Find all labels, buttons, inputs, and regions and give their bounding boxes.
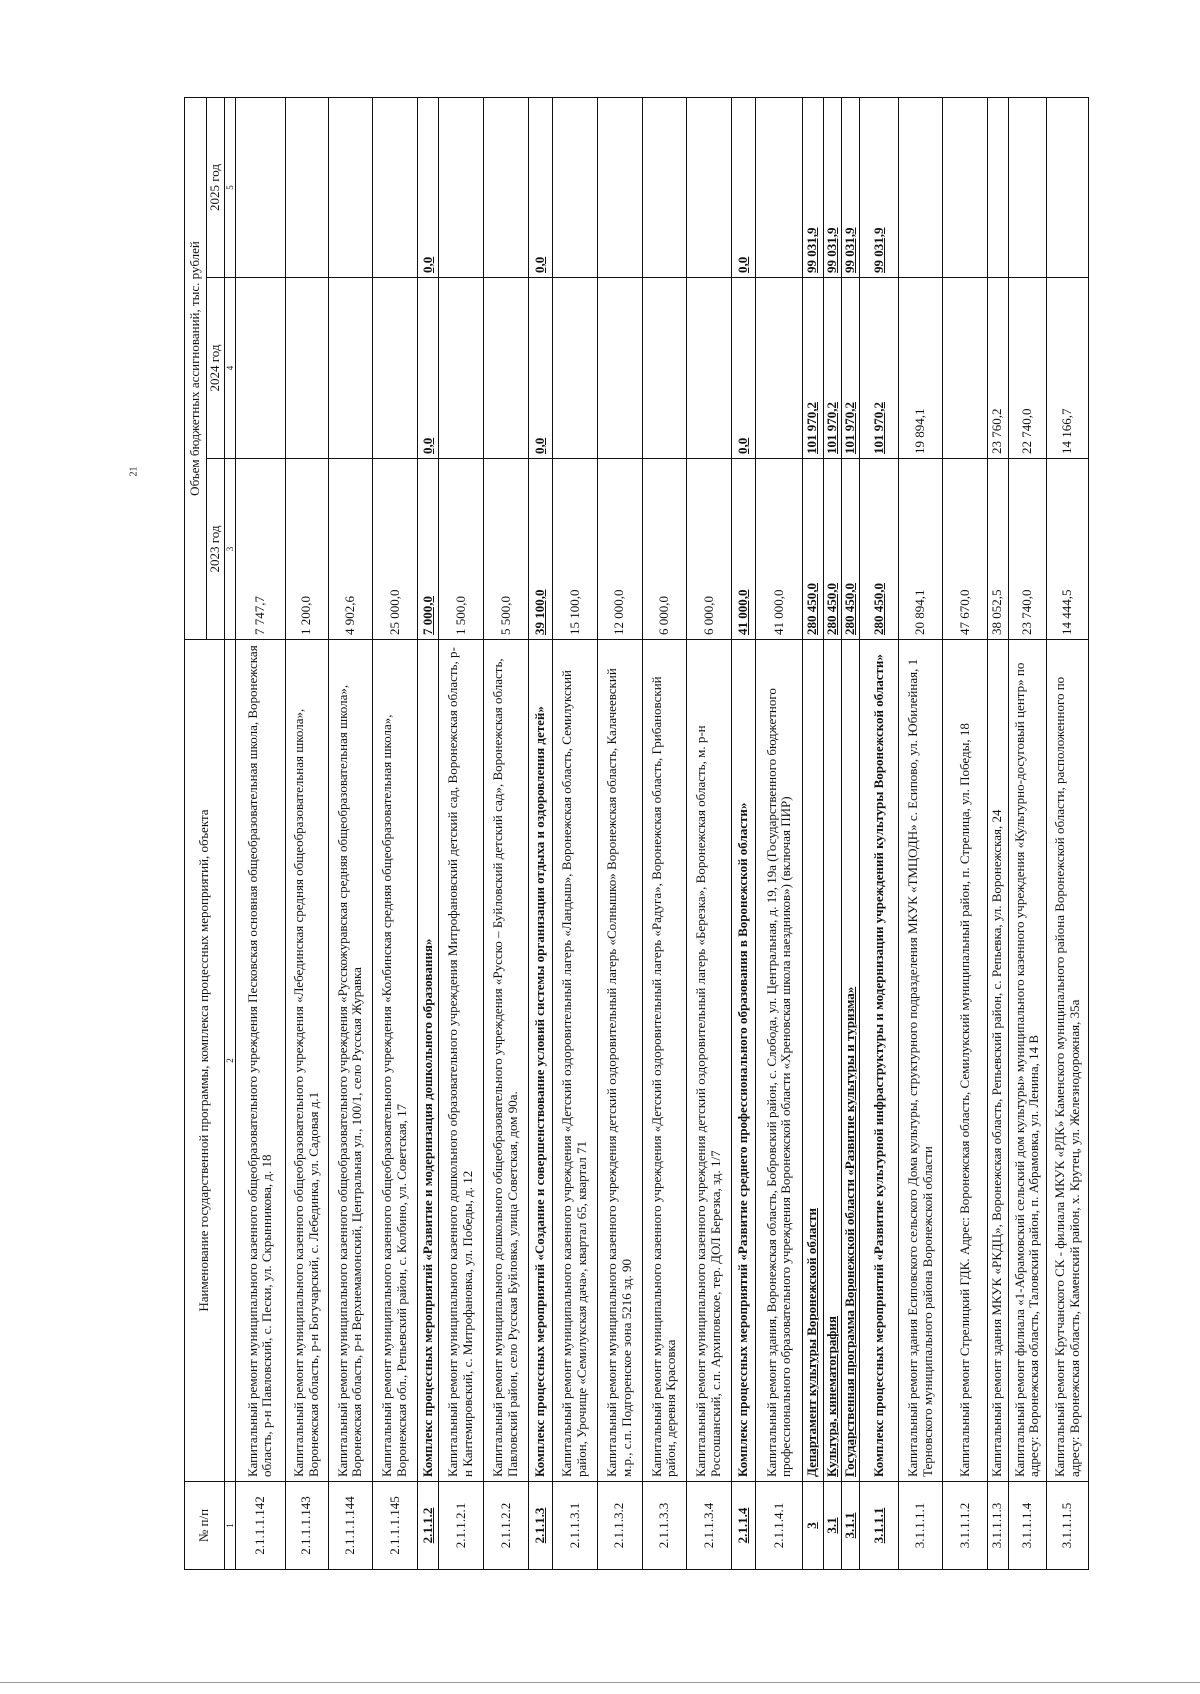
value-2025: 99 031,9 [823,97,841,277]
table-row [553,97,598,1569]
value-2024: 0,0 [732,278,756,459]
value-2024 [439,278,484,459]
value-2025 [1008,97,1047,277]
value-2023: 6 000,0 [642,459,687,640]
row-name: Капитальный ремонт муниципального казенного учреждения «Детский оздоровительный лагерь «Ландыш», Воронежская область, Семилукский район, Урочище «Семилукская дача», квартал 65, квартал 71 [553,640,598,1482]
table-row [988,97,1008,1569]
table-row [328,97,373,1569]
value-2025: 99 031,9 [841,97,859,277]
row-name: Капитальный ремонт муниципального казенного общеобразовательного учреждения «Русскожуравская средняя общеобразовательная школа», Воронежская область, р-н Верхнемамонский, Центральная ул., 100/1, село Русская Журавка [328,640,373,1482]
value-2023: 41 000,0 [756,459,803,640]
value-2024 [484,278,529,459]
row-name: Капитальный ремонт муниципального казенного общеобразовательного учреждения «Лебединская средняя общеобразовательная школа», Воронежская область, р-н Богучарский, с. Лебединка, ул. Садовая д.1 [285,640,328,1482]
row-name: Культура, кинематография [823,640,841,1482]
row-name: Капитальный ремонт муниципального казенного общеобразовательного учреждения Песковская основная общеобразовательная школа, Воронежская область, р-н Павловский, с. Пески, ул. Скрынникова, д. 18 [236,640,286,1482]
value-2024: 14 166,7 [1047,278,1089,459]
row-number: 3.1.1.1.3 [988,1482,1008,1570]
value-2024 [553,278,598,459]
row-name: Департамент культуры Воронежской области [803,640,823,1482]
row-number: 2.1.1.1.142 [236,1482,286,1570]
row-number: 3.1.1.1.5 [1047,1482,1089,1570]
row-number: 3.1.1.1.1 [898,1482,943,1570]
value-2024: 101 970,2 [803,278,823,459]
row-number: 2.1.1.2.2 [484,1482,529,1570]
table-row [898,97,943,1569]
value-2025 [597,97,642,277]
table-row [1047,97,1089,1569]
value-2025: 99 031,9 [803,97,823,277]
budget-table [184,97,1089,1570]
value-2023: 39 100,0 [528,459,552,640]
value-2025 [484,97,529,277]
row-number: 2.1.1.2 [418,1482,439,1570]
value-2025: 99 031,9 [860,97,899,277]
value-2024: 0,0 [418,278,439,459]
header-year-2024: 2024 год [207,278,225,459]
value-2025 [1047,97,1089,277]
value-2025 [439,97,484,277]
row-number: 2.1.1.4.1 [756,1482,803,1570]
row-name: Капитальный ремонт муниципального казенного общеобразовательного учреждения «Колбинская средняя общеобразовательная школа», Воронежская обл., Репьевский район, с. Колбино, ул. Советская, 17 [373,640,418,1482]
value-2024 [597,278,642,459]
row-number: 2.1.1.3.2 [597,1482,642,1570]
value-2025 [898,97,943,277]
value-2024 [373,278,418,459]
value-2025 [687,97,732,277]
value-2024 [328,278,373,459]
value-2024: 0,0 [528,278,552,459]
row-number: 3.1.1.1 [860,1482,899,1570]
value-2023: 1 500,0 [439,459,484,640]
value-2023: 4 902,6 [328,459,373,640]
value-2023: 7 747,7 [236,459,286,640]
value-2023: 1 200,0 [285,459,328,640]
row-name: Комплекс процессных мероприятий «Развитие культурной инфраструктуры и модернизации учреждений культуры Воронежской области» [860,640,899,1482]
column-number: 3 [224,459,235,640]
row-number: 3.1.1 [841,1482,859,1570]
page-number: 21 [128,466,140,477]
table-row [841,97,859,1569]
value-2023: 14 444,5 [1047,459,1089,640]
table-row [756,97,803,1569]
value-2023: 7 000,0 [418,459,439,640]
row-number: 2.1.1.3.4 [687,1482,732,1570]
table-row [484,97,529,1569]
value-2024 [236,278,286,459]
value-2025 [285,97,328,277]
row-name: Капитальный ремонт муниципального казенного учреждения детский оздоровительный лагерь «Солнышко» Воронежская область, Калачеевский м.р., с.п. Подгоренское зона 5216 зд. 90 [597,640,642,1482]
value-2023: 25 000,0 [373,459,418,640]
table-row [823,97,841,1569]
row-name: Капитальный ремонт муниципального дошкольного общеобразовательного учреждения «Русско – Буйловский детский сад», Воронежская область, Павловский район, село Русская Буйловка, улица Советская, дом 90а. [484,640,529,1482]
value-2023: 280 450,0 [860,459,899,640]
value-2025 [756,97,803,277]
column-number: 2 [224,640,235,1482]
row-number: 3.1 [823,1482,841,1570]
value-2025 [236,97,286,277]
row-number: 2.1.1.1.144 [328,1482,373,1570]
value-2023: 280 450,0 [823,459,841,640]
table-row [943,97,988,1569]
value-2023: 38 052,5 [988,459,1008,640]
row-number: 3.1.1.1.2 [943,1482,988,1570]
value-2024 [943,278,988,459]
row-name: Капитальный ремонт здания МКУК «РКДЦ», Воронежская область, Репьевский район, с. Репьевка, ул. Воронежская, 24 [988,640,1008,1482]
value-2024 [642,278,687,459]
header-name: Наименование государственной программы, комплекса процессных мероприятий, объекта [185,640,225,1482]
row-number: 2.1.1.1.143 [285,1482,328,1570]
value-2023: 12 000,0 [597,459,642,640]
table-row [236,97,286,1569]
table-row [860,97,899,1569]
row-number: 2.1.1.3.1 [553,1482,598,1570]
value-2025: 0,0 [732,97,756,277]
value-2024 [756,278,803,459]
row-name: Капитальный ремонт Стрелицкий ГДК. Адрес: Воронежская область, Семилукский муниципальный район, п. Стрелица, ул. Победы, 18 [943,640,988,1482]
row-name: Комплекс процессных мероприятий «Развитие и модернизация дошкольного образования» [418,640,439,1482]
row-number: 2.1.1.1.145 [373,1482,418,1570]
value-2024: 23 760,2 [988,278,1008,459]
row-number: 3 [803,1482,823,1570]
value-2025: 0,0 [418,97,439,277]
table-row [642,97,687,1569]
value-2023: 280 450,0 [803,459,823,640]
column-number: 5 [224,97,235,277]
table-row [439,97,484,1569]
row-number: 2.1.1.3 [528,1482,552,1570]
row-name: Капитальный ремонт муниципального казенного дошкольного образовательного учреждения Митрофановский детский сад, Воронежская область, р-н Кантемировский, с. Митрофановка, ул. Победы, д. 12 [439,640,484,1482]
table-row [285,97,328,1569]
table-row [732,97,756,1569]
header-num: № п/п [185,1482,225,1570]
row-name: Капитальный ремонт здания Есиповского сельского Дома культуры, структурного подразделения МКУК «ТМЦОДН» с. Есипово, ул. Юбилейная, 1 Терновского муниципального района Воронежской области [898,640,943,1482]
value-2023: 280 450,0 [841,459,859,640]
row-name: Капитальный ремонт здания, Воронежская область, Бобровский район, с. Слобода, ул. Центральная, д. 19, 19а (Государственного бюджетного профессионального образовательного учреждения Воронежской области «Хреновская школа наездников») (включая ПИР) [756,640,803,1482]
row-name: Капитальный ремонт Крутчанского СК - филиала МКУК «РДК» Каменского муниципального района Воронежской области, расположенного по адресу: Воронежская область, Каменский район, х. Крутец, ул. Железнодорожная, 35а [1047,640,1089,1482]
column-number: 4 [224,278,235,459]
value-2025: 0,0 [528,97,552,277]
table-row [803,97,823,1569]
value-2025 [373,97,418,277]
value-2024: 19 894,1 [898,278,943,459]
value-2023: 5 500,0 [484,459,529,640]
value-2024: 22 740,0 [1008,278,1047,459]
table-row [687,97,732,1569]
header-year-2023: 2023 год [207,459,225,640]
value-2024: 101 970,2 [860,278,899,459]
rotated-table-wrapper [184,98,1089,1570]
value-2023: 47 670,0 [943,459,988,640]
table-row [1008,97,1047,1569]
value-2024: 101 970,2 [841,278,859,459]
row-name: Капитальный ремонт филиала «1-Абрамовский сельский дом культуры» муниципального казенного учреждения «Культурно-досуговый центр» по адресу: Воронежская область, Таловский район, п. Абрамовка, ул. Ленина, 14 В [1008,640,1047,1482]
page-bottom-rule [0,1682,1200,1683]
value-2023: 23 740,0 [1008,459,1047,640]
value-2024 [285,278,328,459]
value-2023: 6 000,0 [687,459,732,640]
table-row [418,97,439,1569]
value-2023: 20 894,1 [898,459,943,640]
value-2024: 101 970,2 [823,278,841,459]
value-2025 [328,97,373,277]
row-name: Комплекс процессных мероприятий «Развитие среднего профессионального образования в Воронежской области» [732,640,756,1482]
table-row [597,97,642,1569]
row-number: 2.1.1.4 [732,1482,756,1570]
table-row [528,97,552,1569]
row-number: 3.1.1.1.4 [1008,1482,1047,1570]
row-name: Комплекс процессных мероприятий «Создание и совершенствование условий системы организации отдыха и оздоровления детей» [528,640,552,1482]
row-number: 2.1.1.3.3 [642,1482,687,1570]
column-number: 1 [224,1482,235,1570]
value-2025 [553,97,598,277]
row-name: Капитальный ремонт муниципального казенного учреждения детский оздоровительный лагерь «Березка», Воронежская область, м. р-н Россошанский, с.п. Архиповское, тер. ДОЛ Березка, зд. 1/7 [687,640,732,1482]
value-2025 [988,97,1008,277]
row-number: 2.1.1.2.1 [439,1482,484,1570]
value-2025 [642,97,687,277]
value-2025 [943,97,988,277]
header-volume: Объем бюджетных ассигнований, тыс. рублей [185,97,207,639]
value-2023: 15 100,0 [553,459,598,640]
header-year-2025: 2025 год [207,97,225,277]
row-name: Государственная программа Воронежской области «Развитие культуры и туризма» [841,640,859,1482]
row-name: Капитальный ремонт муниципального казенного учреждения «Детский оздоровительный лагерь «Радуга», Воронежская область, Грибановский район, деревня Красовка [642,640,687,1482]
table-row [373,97,418,1569]
value-2024 [687,278,732,459]
value-2023: 41 000,0 [732,459,756,640]
